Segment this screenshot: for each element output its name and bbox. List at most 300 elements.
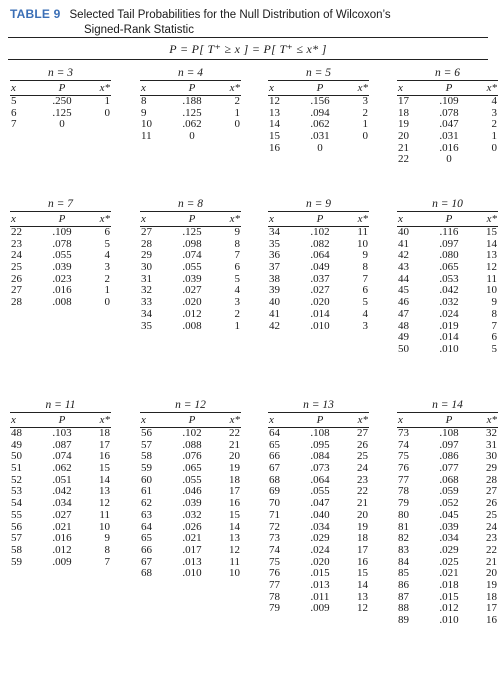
cell-x: 65 — [269, 438, 280, 451]
cell-xstar: 7 — [491, 319, 497, 332]
table-title-line1: Selected Tail Probabilities for the Null Distribution of Wilcoxon’s — [69, 9, 391, 21]
cell-x: 59 — [11, 555, 22, 568]
n-label: n = 7 — [47, 198, 73, 210]
cell-p: .034 — [310, 520, 330, 533]
cell-p: .020 — [182, 296, 202, 309]
col-header-xstar: x* — [99, 414, 110, 426]
cell-x: 52 — [11, 473, 22, 486]
cell-p: .055 — [182, 261, 202, 274]
cell-x: 67 — [141, 555, 152, 568]
cell-p: .034 — [439, 532, 459, 545]
table-row — [10, 297, 111, 309]
cell-p: .039 — [182, 272, 202, 285]
cell-xstar — [84, 119, 111, 131]
cell-p: .188 — [182, 95, 202, 107]
cell-xstar: 1 — [491, 130, 497, 143]
cell-x: 74 — [269, 543, 280, 556]
cell-xstar: 15 — [229, 508, 240, 521]
cell-p: .014 — [310, 307, 330, 320]
cell-p: .010 — [439, 614, 459, 626]
col-header-x: x — [398, 213, 403, 225]
cell-p: .078 — [439, 106, 459, 119]
cell-p: .046 — [182, 485, 202, 498]
cell-xstar — [342, 143, 369, 155]
table-row — [397, 344, 498, 356]
cell-xstar: 11 — [99, 508, 110, 521]
cell-x: 83 — [398, 543, 409, 556]
cell-xstar: 9 — [104, 532, 110, 545]
cell-x: 66 — [141, 543, 152, 556]
cell-xstar: 13 — [486, 249, 497, 262]
cell-x: 33 — [141, 296, 152, 309]
cell-xstar: 18 — [99, 427, 110, 439]
cell-p: 0 — [59, 118, 65, 131]
cell-p: .077 — [439, 462, 459, 475]
table-row — [10, 557, 111, 569]
cell-xstar: 8 — [234, 237, 240, 250]
table-row — [140, 309, 241, 321]
cell-xstar: 8 — [362, 261, 368, 274]
cell-p: .018 — [439, 578, 459, 591]
cell-xstar: 20 — [357, 508, 368, 521]
col-header-x: x — [269, 414, 274, 426]
cell-x: 42 — [398, 249, 409, 262]
cell-x: 62 — [141, 497, 152, 510]
n-label: n = 10 — [432, 198, 463, 210]
cell-p: .032 — [439, 296, 459, 309]
cell-p: .051 — [52, 473, 72, 486]
cell-x: 54 — [11, 497, 22, 510]
cell-xstar: 3 — [362, 319, 368, 332]
cell-p: .011 — [310, 590, 330, 603]
n-label: n = 3 — [47, 67, 73, 79]
col-header-x: x — [11, 82, 16, 94]
cell-xstar: 24 — [486, 520, 497, 533]
table-row — [397, 131, 498, 143]
cell-xstar: 15 — [357, 567, 368, 580]
cell-xstar: 1 — [104, 284, 110, 297]
cell-p: 0 — [189, 130, 195, 143]
cell-xstar: 1 — [234, 319, 240, 332]
n-block — [10, 67, 111, 131]
cell-x: 18 — [398, 106, 409, 119]
table-row — [140, 262, 241, 274]
cell-x: 45 — [398, 284, 409, 297]
table-row — [140, 96, 241, 108]
cell-xstar: 15 — [99, 462, 110, 475]
cell-p: .103 — [52, 427, 72, 439]
cell-xstar: 0 — [362, 130, 368, 143]
cell-p: 0 — [446, 153, 452, 166]
n-block — [397, 67, 498, 166]
cell-p: .055 — [182, 473, 202, 486]
cell-x: 11 — [141, 130, 152, 143]
n-label: n = 13 — [303, 399, 334, 411]
cell-p: .015 — [310, 567, 330, 580]
cell-p: .073 — [310, 462, 330, 475]
n-block — [397, 399, 498, 627]
cell-x: 49 — [398, 331, 409, 344]
cell-p: .059 — [439, 485, 459, 498]
n-label: n = 9 — [305, 198, 331, 210]
cell-x: 59 — [141, 462, 152, 475]
cell-x: 77 — [269, 578, 280, 591]
col-header-p: P — [188, 82, 196, 94]
cell-x: 5 — [11, 95, 17, 107]
cell-x: 7 — [11, 118, 17, 131]
n-label: n = 6 — [434, 67, 460, 79]
cell-x: 73 — [398, 427, 409, 439]
col-header-xstar: x* — [229, 82, 240, 94]
col-header-xstar: x* — [99, 82, 110, 94]
table-row — [397, 428, 498, 440]
table-row — [268, 545, 369, 557]
cell-p: .026 — [182, 520, 202, 533]
cell-x: 39 — [269, 284, 280, 297]
table-row — [140, 510, 241, 522]
n-block — [268, 399, 369, 615]
cell-p: .014 — [439, 331, 459, 344]
col-header-p: P — [316, 82, 324, 94]
cell-p: .023 — [52, 272, 72, 285]
cell-x: 63 — [141, 508, 152, 521]
cell-p: .064 — [310, 249, 330, 262]
n-block — [397, 198, 498, 356]
cell-p: .016 — [439, 141, 459, 154]
cell-x: 35 — [269, 237, 280, 250]
cell-x: 58 — [141, 450, 152, 463]
cell-xstar: 30 — [486, 450, 497, 463]
n-label: n = 8 — [177, 198, 203, 210]
cell-x: 6 — [11, 106, 17, 119]
cell-xstar — [471, 154, 498, 166]
cell-xstar: 20 — [229, 450, 240, 463]
cell-p: .109 — [52, 226, 72, 238]
table-caption — [10, 7, 490, 38]
n-block — [140, 198, 241, 332]
cell-p: .010 — [439, 342, 459, 355]
cell-p: .108 — [310, 427, 330, 439]
col-header-xstar: x* — [229, 213, 240, 225]
table-row — [140, 545, 241, 557]
cell-xstar: 22 — [486, 543, 497, 556]
n-block — [268, 67, 369, 154]
cell-p: .025 — [439, 555, 459, 568]
n-block — [10, 399, 111, 568]
col-header-x: x — [141, 213, 146, 225]
table-row — [140, 568, 241, 580]
cell-xstar: 3 — [104, 261, 110, 274]
table-row — [10, 545, 111, 557]
cell-p: .024 — [310, 543, 330, 556]
table-row — [10, 262, 111, 274]
cell-x: 17 — [398, 95, 409, 107]
table-row — [268, 603, 369, 615]
cell-x: 21 — [398, 141, 409, 154]
cell-xstar: 7 — [362, 272, 368, 285]
n-label: n = 5 — [305, 67, 331, 79]
cell-xstar: 21 — [229, 438, 240, 451]
cell-x: 60 — [141, 473, 152, 486]
cell-x: 40 — [398, 226, 409, 238]
cell-p: .102 — [310, 226, 330, 238]
cell-x: 75 — [398, 450, 409, 463]
cell-p: .008 — [52, 296, 72, 309]
cell-p: .065 — [182, 462, 202, 475]
cell-xstar: 13 — [99, 485, 110, 498]
cell-x: 73 — [269, 532, 280, 545]
cell-x: 47 — [398, 307, 409, 320]
cell-x: 53 — [11, 485, 22, 498]
cell-xstar: 5 — [234, 272, 240, 285]
cell-p: .088 — [182, 438, 202, 451]
cell-p: .032 — [182, 508, 202, 521]
cell-p: .076 — [182, 450, 202, 463]
column-headers — [397, 81, 498, 95]
cell-p: .047 — [310, 497, 330, 510]
cell-p: .009 — [52, 555, 72, 568]
cell-p: .039 — [52, 261, 72, 274]
cell-p: .049 — [310, 261, 330, 274]
cell-p: .097 — [439, 237, 459, 250]
cell-x: 48 — [11, 427, 22, 439]
cell-p: .052 — [439, 497, 459, 510]
cell-xstar: 0 — [104, 106, 110, 119]
cell-xstar: 17 — [357, 543, 368, 556]
cell-x: 55 — [11, 508, 22, 521]
cell-x: 70 — [269, 497, 280, 510]
cell-x: 76 — [398, 462, 409, 475]
table-row — [140, 321, 241, 333]
table-row — [397, 262, 498, 274]
cell-p: .031 — [439, 130, 459, 143]
cell-p: .040 — [310, 508, 330, 521]
cell-xstar: 9 — [491, 296, 497, 309]
cell-x: 27 — [11, 284, 22, 297]
cell-xstar: 19 — [486, 578, 497, 591]
table-row — [10, 463, 111, 475]
n-label: n = 11 — [45, 399, 76, 411]
cell-xstar: 3 — [491, 106, 497, 119]
cell-x: 8 — [141, 95, 147, 107]
cell-x: 89 — [398, 614, 409, 626]
cell-xstar: 6 — [104, 226, 110, 238]
col-header-p: P — [58, 82, 66, 94]
cell-p: .102 — [182, 427, 202, 439]
cell-xstar: 2 — [104, 272, 110, 285]
cell-p: .116 — [439, 226, 459, 238]
cell-p: .065 — [439, 261, 459, 274]
cell-xstar: 24 — [357, 462, 368, 475]
cell-xstar: 10 — [357, 237, 368, 250]
cell-xstar: 12 — [357, 602, 368, 615]
cell-xstar: 5 — [362, 296, 368, 309]
col-header-x: x — [398, 414, 403, 426]
table-row — [397, 463, 498, 475]
cell-xstar: 26 — [486, 497, 497, 510]
cell-p: .008 — [182, 319, 202, 332]
cell-xstar: 28 — [486, 473, 497, 486]
cell-x: 68 — [141, 567, 152, 580]
cell-xstar: 25 — [486, 508, 497, 521]
formula: P = P[ T⁺ ≥ x ] = P[ T⁺ ≤ x* ] — [169, 42, 327, 56]
cell-x: 76 — [269, 567, 280, 580]
cell-p: .156 — [310, 95, 330, 107]
cell-p: .087 — [52, 438, 72, 451]
cell-x: 69 — [269, 485, 280, 498]
cell-xstar: 10 — [99, 520, 110, 533]
cell-xstar: 1 — [234, 106, 240, 119]
cell-xstar: 2 — [234, 307, 240, 320]
column-headers — [140, 81, 241, 95]
cell-p: .015 — [439, 590, 459, 603]
cell-x: 32 — [141, 284, 152, 297]
cell-x: 65 — [141, 532, 152, 545]
cell-xstar: 11 — [486, 272, 497, 285]
cell-x: 23 — [11, 237, 22, 250]
col-header-p: P — [445, 213, 453, 225]
cell-xstar: 0 — [104, 296, 110, 309]
cell-xstar: 12 — [229, 543, 240, 556]
cell-xstar: 7 — [104, 555, 110, 568]
cell-x: 46 — [398, 296, 409, 309]
column-headers — [10, 212, 111, 226]
cell-p: .062 — [52, 462, 72, 475]
n-block — [140, 399, 241, 580]
cell-x: 44 — [398, 272, 409, 285]
col-header-xstar: x* — [357, 414, 368, 426]
table-row — [10, 96, 111, 108]
col-header-x: x — [141, 414, 146, 426]
cell-p: .027 — [310, 284, 330, 297]
cell-x: 64 — [141, 520, 152, 533]
cell-xstar: 16 — [357, 555, 368, 568]
cell-x: 38 — [269, 272, 280, 285]
cell-x: 87 — [398, 590, 409, 603]
cell-xstar: 1 — [362, 118, 368, 131]
cell-p: .062 — [310, 118, 330, 131]
cell-p: .064 — [310, 473, 330, 486]
cell-xstar: 1 — [104, 95, 110, 107]
col-header-xstar: x* — [486, 414, 497, 426]
col-header-x: x — [141, 82, 146, 94]
cell-xstar: 22 — [357, 485, 368, 498]
cell-p: .108 — [439, 427, 459, 439]
cell-x: 84 — [398, 555, 409, 568]
cell-p: .031 — [310, 130, 330, 143]
cell-p: .039 — [182, 497, 202, 510]
col-header-p: P — [316, 414, 324, 426]
table-row — [10, 227, 111, 239]
cell-xstar: 6 — [491, 331, 497, 344]
table-row — [268, 580, 369, 592]
cell-x: 48 — [398, 319, 409, 332]
cell-p: .042 — [52, 485, 72, 498]
cell-xstar: 15 — [486, 226, 497, 238]
cell-xstar: 21 — [357, 497, 368, 510]
n-block — [10, 198, 111, 309]
cell-xstar: 18 — [357, 532, 368, 545]
cell-xstar: 26 — [357, 438, 368, 451]
cell-x: 36 — [269, 249, 280, 262]
cell-x: 79 — [269, 602, 280, 615]
cell-p: .019 — [439, 319, 459, 332]
cell-p: .024 — [439, 307, 459, 320]
cell-x: 78 — [398, 485, 409, 498]
cell-xstar: 13 — [229, 532, 240, 545]
cell-xstar: 27 — [486, 485, 497, 498]
cell-p: .098 — [182, 237, 202, 250]
table-row — [10, 119, 111, 131]
column-headers — [140, 413, 241, 427]
col-header-p: P — [58, 414, 66, 426]
cell-x: 40 — [269, 296, 280, 309]
cell-xstar: 2 — [234, 95, 240, 107]
cell-xstar: 3 — [362, 95, 368, 107]
cell-p: .027 — [182, 284, 202, 297]
table-row — [268, 131, 369, 143]
cell-p: .027 — [52, 508, 72, 521]
cell-p: .013 — [182, 555, 202, 568]
cell-x: 20 — [398, 130, 409, 143]
cell-x: 22 — [11, 226, 22, 238]
cell-x: 25 — [11, 261, 22, 274]
column-headers — [397, 212, 498, 226]
table-row — [268, 309, 369, 321]
cell-p: .042 — [439, 284, 459, 297]
cell-xstar: 13 — [357, 590, 368, 603]
cell-xstar: 7 — [234, 249, 240, 262]
cell-xstar: 0 — [491, 141, 497, 154]
cell-x: 28 — [141, 237, 152, 250]
cell-xstar: 12 — [99, 497, 110, 510]
cell-x: 41 — [269, 307, 280, 320]
cell-xstar: 9 — [362, 249, 368, 262]
cell-p: .053 — [439, 272, 459, 285]
cell-xstar: 16 — [99, 450, 110, 463]
cell-x: 81 — [398, 520, 409, 533]
cell-p: .078 — [52, 237, 72, 250]
cell-x: 49 — [11, 438, 22, 451]
cell-x: 29 — [141, 249, 152, 262]
cell-p: .039 — [439, 520, 459, 533]
cell-p: .021 — [52, 520, 72, 533]
col-header-xstar: x* — [357, 82, 368, 94]
column-headers — [268, 81, 369, 95]
cell-x: 27 — [141, 226, 152, 238]
cell-x: 66 — [269, 450, 280, 463]
cell-x: 57 — [141, 438, 152, 451]
cell-x: 31 — [141, 272, 152, 285]
col-header-xstar: x* — [229, 414, 240, 426]
cell-p: .012 — [439, 602, 459, 615]
table-row — [397, 309, 498, 321]
table-row — [397, 227, 498, 239]
cell-p: .017 — [182, 543, 202, 556]
cell-x: 64 — [269, 427, 280, 439]
cell-xstar: 0 — [234, 118, 240, 131]
cell-xstar: 16 — [229, 497, 240, 510]
cell-p: .125 — [52, 106, 72, 119]
col-header-xstar: x* — [486, 82, 497, 94]
col-header-x: x — [11, 213, 16, 225]
cell-p: .250 — [52, 95, 72, 107]
cell-xstar: 16 — [486, 614, 497, 626]
cell-p: .013 — [310, 578, 330, 591]
cell-p: .055 — [52, 249, 72, 262]
table-row — [397, 510, 498, 522]
table-row — [140, 463, 241, 475]
